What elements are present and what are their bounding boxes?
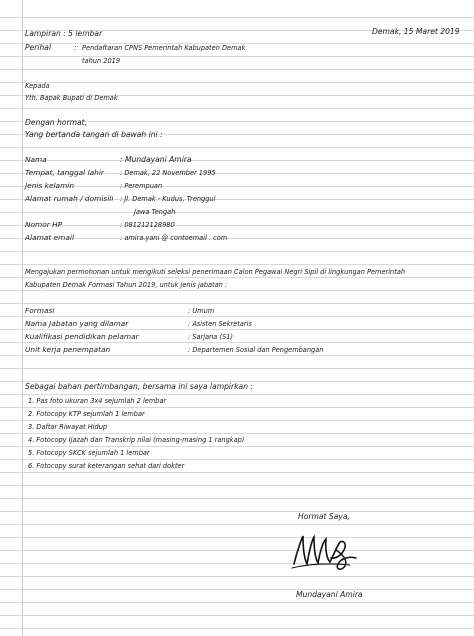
position-value: : Asisten Sekretaris (188, 320, 252, 328)
yth-text: Yth. Bapak Bupati di Demak (25, 94, 118, 102)
position-label: Unit kerja penempatan (25, 345, 111, 354)
personal-label: Alamat rumah / domisili (25, 194, 114, 203)
personal-value: : amira.yani @ contoemail . com (120, 234, 228, 242)
personal-label: Alamat email (25, 233, 74, 242)
position-value: : Umum (188, 307, 215, 315)
place-date: Demak, 15 Maret 2019 (372, 27, 460, 36)
personal-value: Jawa Tengah (134, 208, 176, 216)
personal-label: Nomor HP (25, 220, 63, 229)
position-value: : Departemen Sosial dan Pengembangan (188, 346, 324, 354)
position-label: Kualifikasi pendidikan pelamar (25, 332, 139, 341)
application-line-1: Mengajukan permohonan untuk mengikuti seleksi penerimaan Calon Pegawai Negri Sipil di lingkungan Pemerintah (25, 268, 406, 276)
personal-label: Nama (25, 155, 47, 164)
attachment-item: 6. Fotocopy surat keterangan sehat dari dokter (28, 462, 185, 470)
position-value: : Sarjana (S1) (188, 333, 233, 341)
closing-regards: Hormat Saya, (298, 512, 350, 521)
position-label: Nama Jabatan yang dilamar (25, 319, 129, 328)
greeting: Dengan hormat, (25, 118, 88, 127)
kepada-text: Kepada (25, 82, 50, 90)
intro-text: Yang bertanda tangan di bawah ini : (25, 130, 163, 139)
attachment-item: 2. Fotocopy KTP sejumlah 1 lembar (28, 410, 145, 418)
perihal-label: Perihal (25, 43, 52, 52)
personal-value: : 081212128980 (120, 221, 175, 229)
personal-value: : Jl. Demak - Kudus, Trenggul (120, 195, 216, 203)
position-label: Formasi (25, 306, 55, 315)
signer-name: Mundayani Amira (296, 590, 363, 599)
personal-value: : Demak, 22 November 1995 (120, 169, 216, 177)
signature (290, 528, 358, 576)
attachment-item: 4. Fotocopy Ijazah dan Transkrip nilai (masing-masing 1 rangkap) (28, 436, 245, 444)
application-line-2: Kabupaten Demak Formasi Tahun 2019, untuk jenis jabatan : (25, 281, 228, 289)
attachment-item: 3. Daftar Riwayat Hidup (28, 423, 108, 431)
margin-line (22, 0, 23, 636)
attachments-intro: Sebagai bahan pertimbangan, bersama ini saya lampirkan : (25, 382, 253, 391)
perihal-line-2: tahun 2019 (82, 57, 121, 65)
attachment-item: 5. Fotocopy SKCK sejumlah 1 lembar (28, 449, 150, 457)
personal-value: : Perempuan (120, 182, 163, 190)
personal-value: : Mundayani Amira (120, 155, 192, 164)
perihal-line-1: Pendaftaran CPNS Pemerintah Kabupaten Demak (82, 44, 246, 52)
lampiran-text: Lampiran : 5 lembar (25, 29, 103, 38)
attachment-item: 1. Pas foto ukuran 3x4 sejumlah 2 lembar (28, 397, 167, 405)
personal-label: Jenis kelamin (25, 181, 75, 190)
perihal-colon: : (74, 43, 77, 52)
personal-label: Tempat, tanggal lahir (25, 168, 104, 177)
